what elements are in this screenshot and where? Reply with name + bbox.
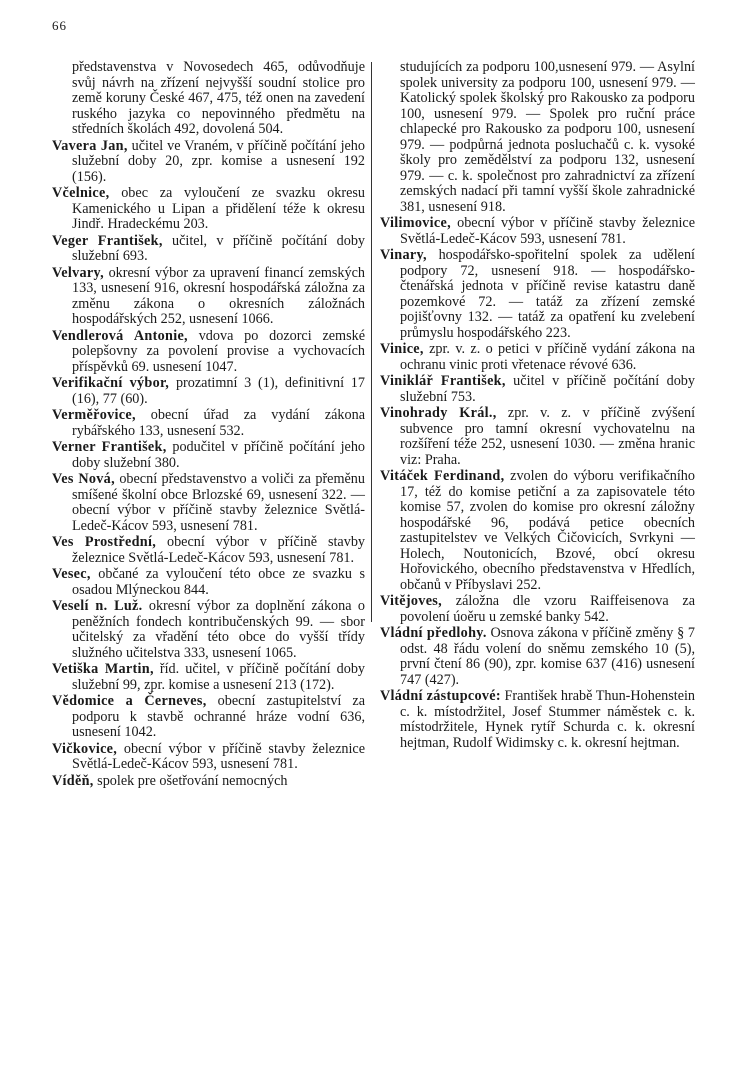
entry-heading: Verměřovice, — [52, 407, 136, 423]
entry-text: učitel v příčině počítání doby služební 753. — [400, 373, 695, 405]
index-entry — [52, 440, 365, 471]
right-column — [380, 60, 695, 752]
entry-text: František hrabě Thun-Hohenstein c. k. místodržitel, Josef Stummer náměstek c. k. místodržitele, Hynek rytíř Schurda c. k. okresní hejtman, Rudolf Widimsky c. k. okresní hejtman. — [400, 688, 696, 751]
entry-heading: Vědomice a Černeves, — [52, 693, 207, 709]
entry-text: podučitel v příčině počítání jeho doby služební 380. — [72, 439, 366, 471]
index-entry — [52, 376, 365, 407]
entry-heading: Vinice, — [380, 341, 424, 357]
entry-heading: Ves Nová, — [52, 471, 115, 487]
entry-heading: Víděň, — [52, 772, 94, 789]
entry-heading: Vitějoves, — [380, 593, 442, 609]
entry-text: obecní zastupitelství za podporu k stavbě ochranné hráze vodní 636, usnesení 1042. — [72, 693, 366, 740]
index-entry — [52, 535, 365, 566]
index-entry — [380, 216, 695, 247]
entry-text: prozatimní 3 (1), definitivní 17 (16), 77 (60). — [72, 375, 365, 407]
index-entry — [380, 469, 695, 593]
index-entry — [52, 774, 365, 790]
entry-heading: Velvary, — [52, 264, 104, 281]
index-entry — [380, 374, 695, 405]
entry-text: obecní výbor v příčině stavby železnice Světlá-Ledeč-Kácov 593, usnesení 781. — [72, 534, 366, 566]
index-entry — [52, 329, 365, 376]
entry-text: obec za vyloučení ze svazku okresu Kamenického u Lipan a přidělení téže k okresu Jindř. Hradeckému 203. — [72, 185, 365, 232]
entry-heading: Vendlerová Antonie, — [52, 327, 188, 344]
entry-heading: Vilimovice, — [380, 215, 451, 231]
entry-text: okresní výbor za doplnění zákona o peněžních fondech kontribučenských 99. — sbor učitelský za vřadění této obce do vyšší třídy služného učitelstva 333, usnesení 1065. — [72, 598, 365, 661]
index-entry — [52, 694, 365, 741]
entry-heading: Vládní předlohy. — [380, 625, 487, 641]
entry-text: zvolen do výboru verifikačního 17, též do komise petiční a za zapisovatele této komise 57, zvolen do komise pro okresní záložny hospodářské 96, podává petice obecních zastupitelstev ve Velkých Čičovicích, Svrkyni — Holech, Noutonicích, Bzové, obcí okresu Hořovického, obecního představenstva v Hředlích, občanů v Příbyslavi 252. — [400, 468, 695, 593]
index-entry — [52, 234, 365, 265]
entry-text: obecní představenstvo a voliči za přeměnu smíšené školní obce Brlozské 69, usnesení 322. — obecní výbor v příčině stavby železnice Světlá-Ledeč-Kácov 593, usnesení 781. — [72, 471, 365, 534]
index-entry — [380, 248, 695, 341]
entry-text: obecní úřad za vydání zákona rybářského 133, usnesení 532. — [72, 407, 365, 439]
entry-text: hospodářsko-spořitelní spolek za udělení podpory 72, usnesení 918. — hospodářsko-čtenářská jednota v příčině revise katastru daně pozemkové 72. — tatáž za zřízení zemské pojišťovny 132. — tatáž za opatření ku zvelebení průmyslu hospodářského 223. — [400, 247, 696, 341]
index-entry — [52, 408, 365, 439]
index-entry — [52, 662, 365, 693]
entry-heading: Ves Prostřední, — [52, 534, 157, 550]
entry-text: Osnova zákona v příčině změny § 7 odst. 48 řádu volení do sněmu zemského 10 (5), první čtení 86 (90), zpr. komise 637 (416) usnesení 747 (427). — [400, 625, 696, 688]
entry-text: záložna dle vzoru Raiffeisenova za povolení úoěru u zemské banky 542. — [400, 593, 696, 625]
index-entry — [380, 594, 695, 625]
continued-entry: studujících za podporu 100,usnesení 979. — Asylní spolek university za podporu 100, usnesení 979. — Katolický spolek školský pro Rakousko za podporu 100, usnesení 979. — Spolek pro ruční práce chlapecké pro Rakousko za podporu 100, usnesení 979. — podpůrná jednota posluchačů c. k. vysoké školy pro zemědělství za podporu 132, usnesení 979. — c. k. společnost pro zahradnictví za zřízení zemských nadací při tamní vyšší škole zahradnické 381, usnesení 918. — [400, 59, 695, 215]
index-entry — [380, 689, 695, 751]
entry-text: zpr. v. z. v příčině zvýšení subvence pro tamní okresní vychovatelnu na rozšíření téže 252, usnesení 1030. — změna hranic viz: Praha. — [400, 405, 696, 468]
entry-heading: Vinary, — [380, 247, 427, 263]
index-entry — [52, 186, 365, 233]
entry-text: učitel, v příčině počítání doby služební 693. — [72, 232, 366, 264]
entry-text: spolek pre ošetřování nemocných — [97, 772, 288, 789]
index-entry — [380, 342, 695, 373]
index-entry — [52, 472, 365, 534]
entry-heading: Veselí n. Luž. — [52, 598, 143, 614]
entry-heading: Včelnice, — [52, 185, 110, 201]
entry-text: zpr. v. z. o petici v příčině vydání zákona na ochranu vinic proti vřetenace révové 636. — [400, 341, 695, 373]
entry-heading: Verner František, — [52, 439, 167, 455]
entry-heading: Vavera Jan, — [52, 137, 128, 154]
entry-heading: Vesec, — [52, 566, 91, 582]
index-entry — [52, 139, 365, 186]
continued-entry: představenstva v Novosedech 465, odůvodňuje svůj návrh na zřízení nejvyšší soudní stolice pro země koruny České 467, 475, též onen na zavedení ruského jazyka co nepovinného předmětu na středních školách 492, dovolená 504. — [72, 59, 365, 137]
left-column — [52, 60, 365, 790]
entry-heading: Veger František, — [52, 232, 163, 249]
entry-heading: Vičkovice, — [52, 740, 118, 757]
entry-heading: Viniklář František, — [380, 373, 506, 389]
entry-heading: Vitáček Ferdinand, — [380, 468, 505, 484]
index-entry — [52, 567, 365, 598]
entry-text: okresní výbor za upravení financí zemských 133, usnesení 916, okresní hospodářská záložna za změnu zákona o okresních záložnách hospodářských 252, usnesení 1066. — [72, 264, 365, 327]
entry-text: obecní výbor v příčině stavby železnice Světlá-Ledeč-Kácov 593, usnesení 781. — [72, 740, 366, 772]
entry-heading: Verifikační výbor, — [52, 375, 170, 391]
entry-heading: Vinohrady Král., — [380, 405, 497, 421]
index-entry — [380, 406, 695, 468]
entry-text: učitel ve Vraném, v příčině počítání jeho služební doby 20, zpr. komise a usnesení 192 (156). — [72, 137, 365, 185]
entry-text: obecní výbor v příčině stavby železnice Světlá-Ledeč-Kácov 593, usnesení 781. — [400, 215, 696, 247]
entry-text: vdova po dozorci zemské polepšovny za povolení provise a vychovacích příspěvků 69. usnesení 1047. — [72, 327, 365, 375]
entry-heading: Vetiška Martin, — [52, 661, 154, 677]
index-entry — [52, 266, 365, 328]
entry-heading: Vládní zástupcové: — [380, 688, 501, 704]
index-entry — [52, 742, 365, 773]
index-entry — [380, 626, 695, 688]
entry-text: občané za vyloučení této obce ze svazku s osadou Mlýneckou 844. — [72, 566, 366, 598]
index-entry — [52, 599, 365, 661]
entry-text: říd. učitel, v příčině počítání doby služební 99, zpr. komise a usnesení 213 (172). — [72, 661, 366, 693]
page-number: 66 — [52, 18, 67, 33]
column-divider — [371, 62, 372, 622]
